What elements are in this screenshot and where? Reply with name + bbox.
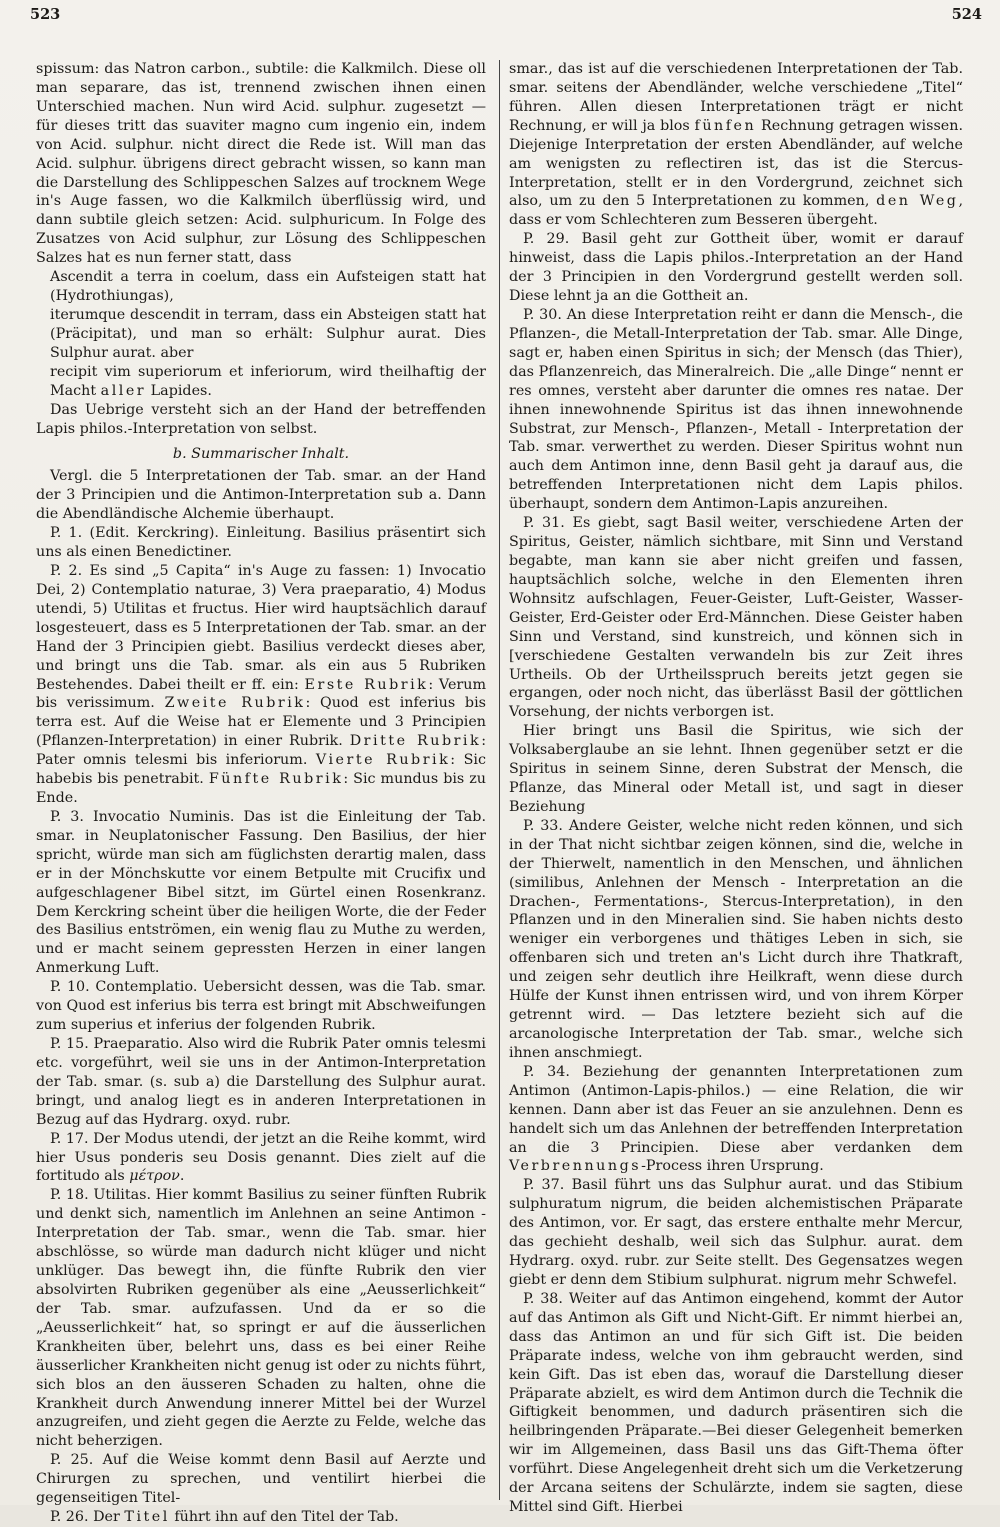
paragraph: smar., das ist auf die verschiedenen Interpretationen der Tab. smar. seitens der Abendländer, welche verschiedene „Titel“ führen. Allen diesen Interpretationen trägt er nicht Rechnung, er will ja blos fünfen Rechnung getragen wissen. Diejenige Interpretation der ersten Abendländer, auf welche am wenigsten zu reflectiren ist, das ist die Stercus-Interpretation, stellt er in den Vordergrund, zeichnet sich also, um zu den 5 Interpretationen zu kommen, den Weg, dass er vom Schlechteren zum Besseren übergeht. [509,61,963,229]
paragraph: P. 3. Invocatio Numinis. Das ist die Einleitung der Tab. smar. in Neuplatonischer Fassung. Den Basilius, der hier spricht, würde man sich am füglichsten derartig malen, dass er in der Mönchskutte vor einem Betpulte mit Crucifix und aufgeschlagener Bibel sitzt, im Gürtel einen Rosenkranz. Dem Kerckring scheint über die heiligen Worte, die der Feder des Basilius entströmen, ein wenig flau zu Muthe zu werden, und er macht seinem gepressten Herzen in einer langen Anmerkung Luft. [36,808,486,977]
paragraph: Hier bringt uns Basil die Spiritus, wie sich der Volksaberglaube an sie lehnt. Ihnen gegenüber setzt er die Spiritus in seinem Sinne, deren Substrat der Mensch, die Pflanze, das Mineral oder Metall ist, und sagt in dieser Beziehung [509,723,963,815]
paragraph: P. 1. (Edit. Kerckring). Einleitung. Basilius präsentirt sich uns als einen Benedictiner. [36,525,486,561]
page-number-right: 524 [951,6,982,23]
paragraph: Das Uebrige versteht sich an der Hand der betreffenden Lapis philos.-Interpretation von selbst. [36,401,486,437]
paragraph: Ascendit a terra in coelum, dass ein Aufsteigen statt hat (Hydrothiungas), [50,269,486,305]
paragraph: P. 34. Beziehung der genannten Interpretationen zum Antimon (Antimon-Lapis-philos.) — eine Relation, die wir kennen. Dann aber ist das Feuer an sie anzulehnen. Denn es handelt sich um das Anlehnen der betreffenden Interpretation an die 3 Principien. Diese aber verdanken dem Verbrennungs-Process ihren Ursprung. [509,1063,963,1175]
paragraph: P. 2. Es sind „5 Capita“ in's Auge zu fassen: 1) Invocatio Dei, 2) Contemplatio naturae, 3) Vera praeparatio, 4) Modus utendi, 5) Utilitas et fructus. Hier wird hauptsächlich darauf losgesteuert, dass es 5 Interpretationen der Tab. smar. an der Hand der 3 Principien giebt. Basilius verdeckt dieses aber, und bringt uns die Tab. smar. als ein aus 5 Rubriken Bestehendes. Dabei theilt er ff. ein: Erste Rubrik: Verum bis verissimum. Zweite Rubrik: Quod est inferius bis terra est. Auf die Weise hat er Elemente und 3 Principien (Pflanzen-Interpretation) in einer Rubrik. Dritte Rubrik: Pater omnis telesmi bis inferiorum. Vierte Rubrik: Sic habebis bis penetrabit. Fünfte Rubrik: Sic mundus bis zu Ende. [36,562,487,807]
paragraph: P. 15. Praeparatio. Also wird die Rubrik Pater omnis telesmi etc. vorgeführt, weil sie uns in der Antimon-Interpretation der Tab. smar. (s. sub a) die Darstellung des Sulphur aurat. bringt, und analog liegt es in anderen Interpretationen in Bezug auf das Hydrarg. oxyd. rubr. [36,1036,486,1128]
section-subheading: b. Summarischer Inhalt. [172,446,350,463]
left-column [36,60,486,1527]
paragraph: P. 33. Andere Geister, welche nicht reden können, und sich in der That nicht sichtbar zeigen können, sind die, welche in der Thierwelt, namentlich in den Menschen, und ähnlichen (similibus, Anlehnen der Mensch - Interpretation an die Drachen-, Fermentations-, Stercus-Interpretation), in den Pflanzen und in den Mineralien sind. Sie haben nichts desto weniger ein verborgenes und thätiges Leben in sich, sie offenbaren sich und treten an's Licht durch ihre Thatkraft, und zeigen sehr deutlich ihre Heilkraft, wenn diese durch Hülfe der Kunst ihnen entrissen wird, und von ihrem Körper getrennt wird. — Das letztere bezieht sich auf die arcanologische Interpretation der Tab. smar., welche sich ihnen anschmiegt. [509,817,963,1061]
paragraph: P. 17. Der Modus utendi, der jetzt an die Reihe kommt, wird hier Usus ponderis seu Dosis genannt. Dies zielt auf die fortitudo als μέτρον. [36,1130,486,1185]
paragraph: P. 10. Contemplatio. Uebersicht dessen, was die Tab. smar. von Quod est inferius bis terra est bringt mit Abschweifungen zum superius et inferius der folgenden Rubrik. [36,979,486,1034]
column-divider [499,60,500,1500]
paragraph: recipit vim superiorum et inferiorum, wird theilhaftig der Macht aller Lapides. [50,363,486,399]
paragraph: P. 29. Basil geht zur Gottheit über, womit er darauf hinweist, dass die Lapis philos.-Interpretation an der Hand der 3 Principien in den Vordergrund gestellt werden soll. Diese lehnt ja an die Gottheit an. [509,231,963,305]
paragraph: P. 30. An diese Interpretation reiht er dann die Mensch-, die Pflanzen-, die Metall-Interpretation der Tab. smar. Alle Dinge, sagt er, haben einen Spiritus in sich; der Mensch (das Thier), das Pflanzenreich, das Mineralreich. Die „alle Dinge“ nennt er res omnes, versteht aber darunter die omnes res natae. Der ihnen innewohnende Spiritus ist das ihnen innewohnende Substrat, zur Mensch-, Pflanzen-, Metall - Interpretation der Tab. smar. verwerthet zu werden. Dieser Spiritus wohnt nun auch dem Antimon inne, denn Basil geht ja darauf aus, die betreffenden Interpretationen nicht dem Lapis philos. überhaupt, sondern dem Antimon-Lapis anzureihen. [509,306,963,513]
page-number-left: 523 [30,6,61,23]
paragraph: P. 26. Der Titel führt ihn auf den Titel der Tab. [50,1509,399,1526]
paragraph: P. 25. Auf die Weise kommt denn Basil auf Aerzte und Chirurgen zu sprechen, und ventilirt hierbei die gegenseitigen Titel- [36,1452,486,1507]
paragraph: P. 37. Basil führt uns das Sulphur aurat. und das Stibium sulphuratum nigrum, die beiden alchemistischen Präparate des Antimon, vor. Er sagt, das erstere enthalte mehr Mercur, das gechieht deshalb, weil sich das Sulphur. aurat. dem Hydrarg. oxyd. rubr. zur Seite stellt. Des Gegensatzes wegen giebt er denn dem Stibium sulphurat. nigrum mehr Schwefel. [509,1177,963,1288]
paragraph: P. 31. Es giebt, sagt Basil weiter, verschiedene Arten der Spiritus, Geister, nämlich sichtbare, mit Sinn und Verstand begabte, man kann sie aber nicht greifen und fassen, hauptsächlich solche, welche in den Elementen ihren Wohnsitz aufschlagen, Feuer-Geister, Luft-Geister, Wasser-Geister, Erd-Geister oder Erd-Männchen. Diese Geister haben Sinn und Verstand, sind kunstreich, und können sich in [verschiedene Gestalten verwandeln bis zur Zeit ihres Urtheils. Ob der Urtheilsspruch bereits jetzt gegen sie ergangen, oder noch nicht, das überlässt Basil der göttlichen Vorsehung, der nichts verborgen ist. [509,515,963,721]
right-column [509,60,963,1517]
paragraph: iterumque descendit in terram, dass ein Absteigen statt hat (Präcipitat), und man so erhält: Sulphur aurat. Dies Sulphur aurat. aber [50,306,486,361]
paragraph: Vergl. die 5 Interpretationen der Tab. smar. an der Hand der 3 Principien und die Antimon-Interpretation sub a. Dann die Abendländische Alchemie überhaupt. [36,468,486,523]
paragraph: P. 18. Utilitas. Hier kommt Basilius zu seiner fünften Rubrik und denkt sich, namentlich im Anlehnen an seine Antimon - Interpretation der Tab. smar., wenn die Tab. smar. hier abschlösse, so würde man dadurch nicht klüger und nicht unklüger. Das bewegt ihn, die fünfte Rubrik den vier absolvirten Rubriken gegenüber als eine „Aeusserlichkeit“ der Tab. smar. aufzufassen. Und da er so die „Aeusserlichkeit“ hat, so springt er auf die äusserlichen Krankheiten über, belehrt uns, dass es bei einer Reihe äusserlicher Krankheiten nicht genug ist oder zu nichts führt, sich blos an den äusseren Schaden zu halten, ohne die Krankheit durch Anwendung innerer Mittel bei der Wurzel anzugreifen, und zieht gegen die Aerzte zu Felde, welche das nicht beherzigen. [36,1187,486,1450]
paragraph: P. 38. Weiter auf das Antimon eingehend, kommt der Autor auf das Antimon als Gift und Nicht-Gift. Er nimmt hierbei an, dass das Antimon an und für sich Gift ist. Die beiden Präparate indess, welche von ihm gebraucht werden, sind kein Gift. Das ist eben das, worauf die Darstellung dieser Präparate abzielt, es wird dem Antimon durch die Technik die Giftigkeit benommen, und dadurch präsentiren sich die heilbringenden Präparate.—Bei dieser Gelegenheit bemerken wir im Allgemeinen, dass Basil uns das Gift-Thema öfter vorführt. Diese Angelegenheit dreht sich um die Verketzerung der Arcana seitens der Schulärzte, indem sie sagten, diese Mittel sind Gift. Hierbei [509,1290,963,1516]
paragraph: spissum: das Natron carbon., subtile: die Kalkmilch. Diese oll man separare, das ist, trennend zwischen ihnen einen Unterschied machen. Nun wird Acid. sulphur. zugesetzt — für dieses tritt das suaviter magno cum ingenio ein, indem von Acid. sulphur. nicht direct die Rede ist. Will man das Acid. sulphur. übrigens direct gebracht wissen, so kann man die Darstellung des Schlippeschen Salzes auf trocknem Wege in's Auge fassen, wo die Kalkmilch überflüssig wird, und dann subtile gleich setzen: Acid. sulphuricum. In Folge des Zusatzes von Acid sulphur, zur Lösung des Schlippeschen Salzes hat es nun ferner statt, dass [36,61,486,267]
